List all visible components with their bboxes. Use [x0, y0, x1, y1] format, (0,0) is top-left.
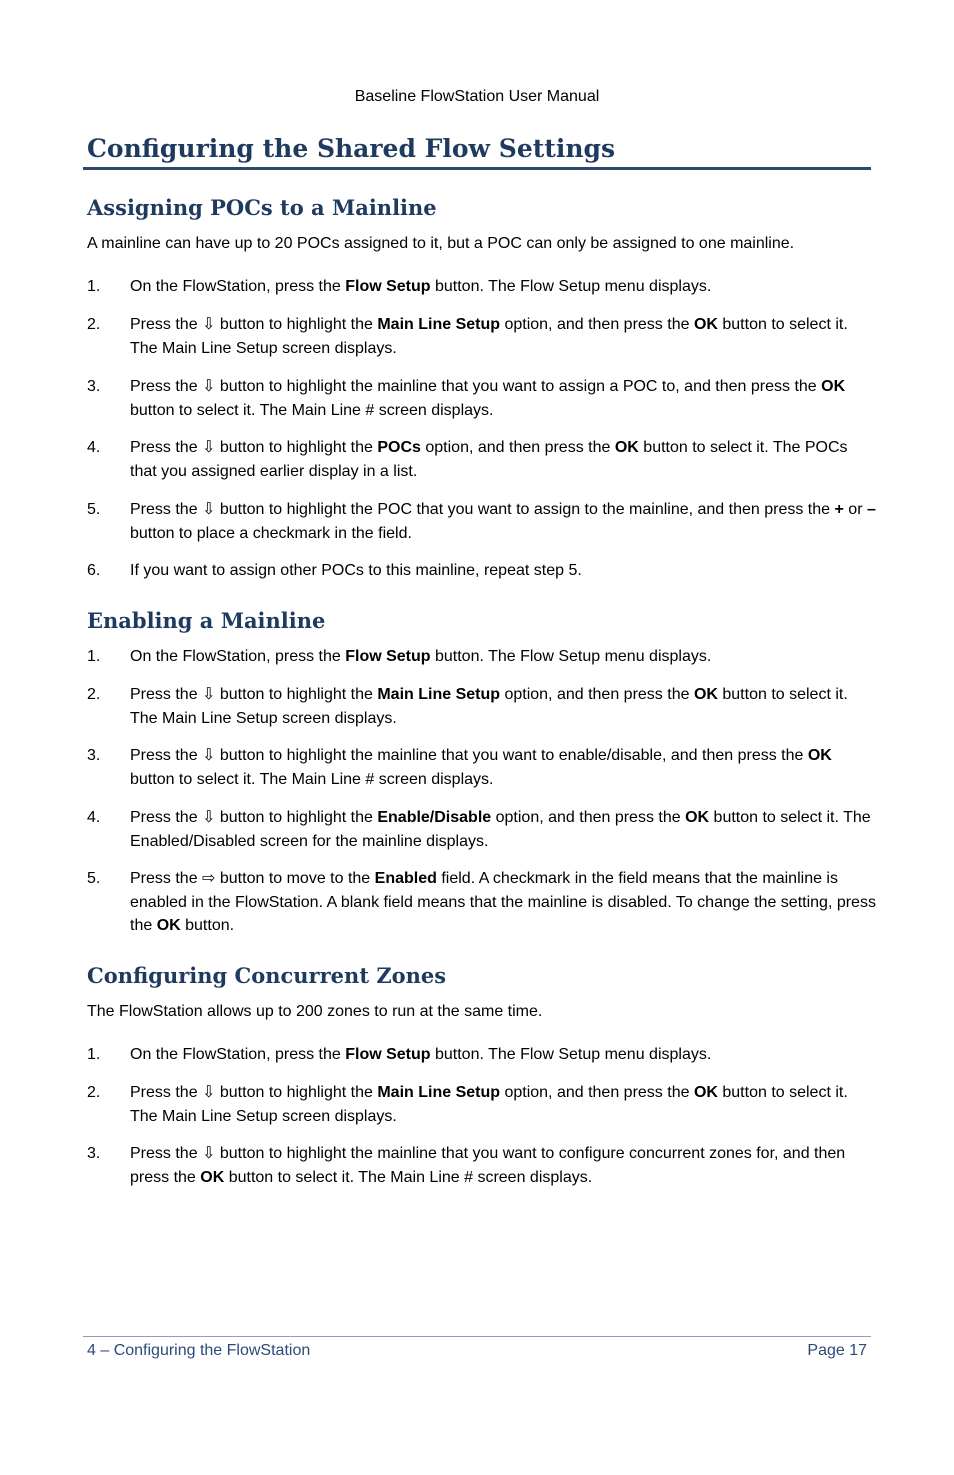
section-heading-concurrent: Configuring Concurrent Zones	[87, 963, 447, 988]
step-item: 1. On the FlowStation, press the Flow Setup button. The Flow Setup menu displays.	[87, 1046, 712, 1063]
step-item: 1. On the FlowStation, press the Flow Setup button. The Flow Setup menu displays.	[87, 648, 712, 665]
step-item: 5. Press the ⇨ button to move to the Enabled field. A checkmark in the field means that the mainline is enabled in the FlowStation. A blank field means that the mainline is disabled. To change the setting, press the OK button.	[87, 870, 876, 934]
step-item: 2. Press the ⇩ button to highlight the Main Line Setup option, and then press the OK button to select it. The Main Line Setup screen displays.	[87, 1084, 848, 1125]
section-heading-enabling: Enabling a Mainline	[87, 608, 326, 633]
step-item: 3. Press the ⇩ button to highlight the mainline that you want to enable/disable, and then press the OK button to select it. The Main Line # screen displays.	[87, 747, 832, 788]
page-header: Baseline FlowStation User Manual	[354, 88, 600, 105]
footer-page-number: Page 17	[807, 1342, 867, 1359]
step-item: 3. Press the ⇩ button to highlight the mainline that you want to assign a POC to, and then press the OK button to select it. The Main Line # screen displays.	[87, 378, 846, 419]
section-intro-concurrent: The FlowStation allows up to 200 zones to run at the same time.	[87, 1003, 543, 1020]
step-item: 6. If you want to assign other POCs to this mainline, repeat step 5.	[87, 562, 582, 579]
section-intro-assigning: A mainline can have up to 20 POCs assigned to it, but a POC can only be assigned to one mainline.	[87, 235, 795, 252]
step-item: 3. Press the ⇩ button to highlight the mainline that you want to configure concurrent zones for, and then press the OK button to select it. The Main Line # screen displays.	[87, 1145, 846, 1186]
footer-chapter: 4 – Configuring the FlowStation	[87, 1342, 311, 1359]
title-rule	[83, 167, 871, 170]
step-item: 2. Press the ⇩ button to highlight the Main Line Setup option, and then press the OK button to select it. The Main Line Setup screen displays.	[87, 316, 848, 357]
step-item: 5. Press the ⇩ button to highlight the POC that you want to assign to the mainline, and then press the + or – button to place a checkmark in the field.	[87, 501, 876, 542]
page-title: Configuring the Shared Flow Settings	[87, 134, 616, 163]
step-item: 2. Press the ⇩ button to highlight the Main Line Setup option, and then press the OK button to select it. The Main Line Setup screen displays.	[87, 686, 848, 727]
step-item: 1. On the FlowStation, press the Flow Setup button. The Flow Setup menu displays.	[87, 278, 712, 295]
section-heading-assigning: Assigning POCs to a Mainline	[87, 195, 437, 220]
step-item: 4. Press the ⇩ button to highlight the Enable/Disable option, and then press the OK button to select it. The Enabled/Disabled screen for the mainline displays.	[87, 809, 871, 850]
footer-rule	[83, 1336, 871, 1337]
step-item: 4. Press the ⇩ button to highlight the POCs option, and then press the OK button to select it. The POCs that you assigned earlier display in a list.	[87, 439, 848, 480]
